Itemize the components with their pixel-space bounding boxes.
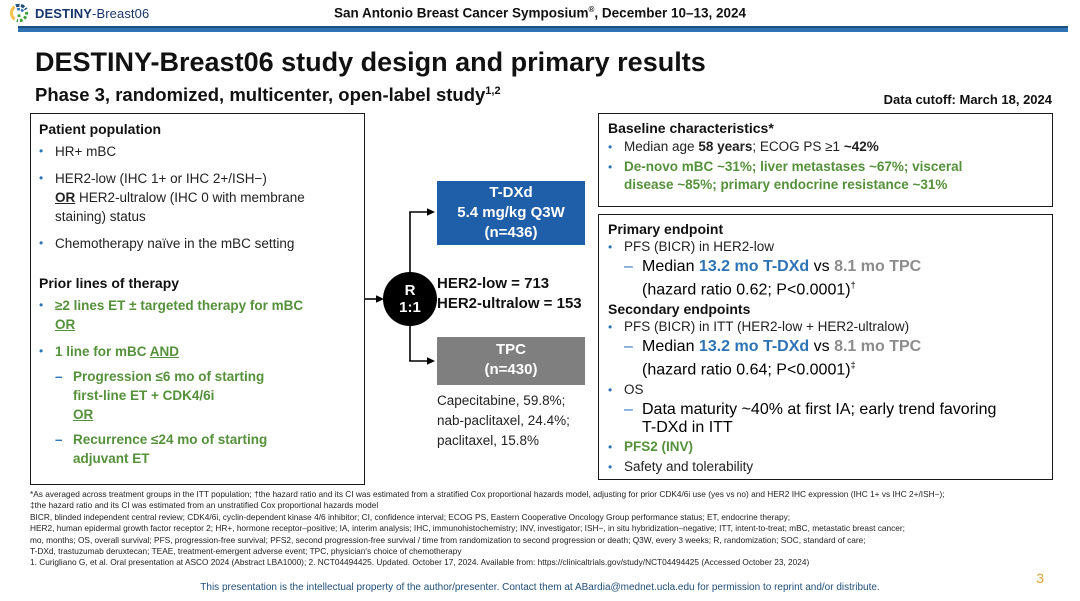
bullet-marker: • [608,160,613,174]
secondary-endpoints-title: Secondary endpoints [608,301,751,318]
sub-list-item: – Median 13.2 mo T-DXd vs 8.1 mo TPC (hazard ratio 0.62; P<0.0001)† [624,258,922,299]
baseline-characteristics-box [598,113,1053,207]
randomization-node [383,272,437,326]
tdxd-arm-box [437,181,585,245]
bullet-marker: • [608,439,613,454]
tdxd-arm-n: (n=436) [484,224,538,241]
randomization-ratio: 1:1 [399,299,421,316]
list-item: • PFS (BICR) in ITT (HER2-low + HER2-ultralow) [608,319,910,335]
logo-text-rest: -Breast06 [92,5,150,21]
dash-marker: – [624,400,633,418]
list-item: • Chemotherapy naïve in the mBC setting [39,236,295,251]
bullet-marker: • [608,320,613,335]
sub-list-item: – Median 13.2 mo T-DXd vs 8.1 mo TPC (hazard ratio 0.64; P<0.0001)‡ [624,338,922,379]
bullet-marker: • [39,144,44,158]
bullet-marker: • [608,240,613,254]
tdxd-arm-name: T-DXd [489,184,533,201]
symposium-title: San Antonio Breast Cancer Symposium®, December 10–13, 2024 [333,5,747,21]
footnote-line: T-DXd, trastuzumab deruxtecan; TEAE, treatment-emergent adverse event; TPC, physician's choice of chemotherapy [30,546,462,557]
bullet-marker: • [608,459,613,474]
tpc-median-value: 8.1 mo TPC [834,338,922,356]
sub-list-item: – Data maturity ~40% at first IA; early trend favoring T-DXd in ITT [624,400,997,436]
primary-endpoint-title: Primary endpoint [608,221,724,237]
footnote-line: BICR, blinded independent central review; CDK4/6i, cyclin-dependent kinase 4/6 inhibitor; CI, confidence interval; ECOG PS, Eastern Cooperative Oncology Group performance status; ET, endocrine therapy; [30,511,791,522]
data-cutoff-label: Data cutoff: March 18, 2024 [883,92,1052,107]
list-item: • OS [608,381,644,397]
sub-list-item: – Progression ≤6 mo of starting first-line ET + CDK4/6i OR [55,369,265,422]
footnotes [30,489,1075,569]
and-connector: AND [149,344,180,359]
tpc-arm-box [437,337,585,385]
registered-mark: ® [588,5,595,14]
endpoints-box [598,214,1053,480]
list-item: • 1 line for mBC AND – Progression ≤6 mo of starting first-line ET + CDK4/6i OR – Recurrence ≤24 mo of starting adjuvant ET [39,342,356,468]
footnote-line: mo, months; OS, overall survival; PFS, progression-free survival; PFS2, second progression-free survival / time from randomization to second progression or death; Q3W, every 3 weeks; R, randomization; SOC, standard of care; [30,534,866,545]
list-item: • HR+ mBC [39,144,117,159]
page-subtitle: Phase 3, randomized, multicenter, open-label study$^{1,2}$ [35,84,501,105]
dash-marker: – [55,369,63,384]
randomization-letter: R [404,282,416,299]
tpc-chemo-breakdown: Capecitabine, 59.8%; nab-paclitaxel, 24.4%; paclitaxel, 15.8% [437,393,570,448]
patient-population-title: Patient population [39,121,162,137]
her2-low-count: HER2-low = 713 [437,275,550,292]
bullet-marker: • [39,344,44,358]
bullet-marker: • [39,236,44,250]
footnote-line: 1. Curigliano G, et al. Oral presentation at ASCO 2024 (Abstract LBA1000); 2. NCT04494425. Updated. October 17, 2024. Available from: https://clinicaltrials.gov/study/NCT04494425 (Accessed October 23, 2024) [30,557,810,568]
bullet-marker: • [608,382,613,397]
page-title: DESTINY-Breast06 study design and primary results [35,47,706,77]
her2-ultralow-count: HER2-ultralow = 153 [437,295,582,312]
tdxd-arm-dose: 5.4 mg/kg Q3W [457,204,565,221]
footnote-line: ‡the hazard ratio and its CI was estimated from an unstratified Cox proportional hazards model [30,500,379,511]
bullet-marker: • [39,171,44,185]
footnote-double-dagger: ‡ [850,360,856,371]
list-item: • HER2-low (IHC 1+ or IHC 2+/ISH−) OR HER2-ultralow (IHC 0 with membrane staining) status [39,171,305,224]
footnote-line: HER2, human epidermal growth factor receptor 2; HR+, hormone receptor–positive; IA, interim analysis; IHC, immunohistochemistry; INV, investigator; ISH−, in situ hybridization–negative; ITT, intent-to-treat; mBC, metastatic breast cancer; [30,523,905,534]
list-item: • De-novo mBC ~31%; liver metastases ~67%; visceral disease ~85%; primary endocrine resistance ~31% [608,159,963,192]
prior-therapy-title: Prior lines of therapy [39,275,180,291]
dash-marker: – [55,432,63,447]
header-bar [0,0,1080,26]
list-item: • PFS2 (INV) [608,438,694,454]
list-item: • PFS (BICR) in HER2-low [608,239,775,254]
tdxd-median-value: 13.2 mo T-DXd [698,258,810,275]
baseline-title: Baseline characteristics* [608,120,774,136]
or-connector: OR [73,407,94,422]
dash-marker: – [624,258,633,275]
footer-disclaimer: This presentation is the intellectual property of the author/presenter. Contact them at ABardia@mednet.ucla.edu for permission to reprint and/or distribute. [200,582,880,593]
her2-cohort-counts [437,274,582,314]
tdxd-median-value: 13.2 mo T-DXd [698,338,810,356]
list-item: • ≥2 lines ET ± targeted therapy for mBC OR [39,298,304,332]
subtitle-references: 1,2 [485,84,501,97]
list-item: • Safety and tolerability [608,458,754,474]
bullet-marker: • [608,140,613,154]
footnote-line: *As averaged across treatment groups in the ITT population; †the hazard ratio and its CI was estimated from a stratified Cox proportional hazards model, adjusting for prior CDK4/6i use (yes vs no) and HER2 IHC expression (IHC 1+ vs IHC 2+/ISH−); [30,489,945,499]
footnote-dagger: † [850,280,856,290]
tpc-arm-name: TPC [496,341,526,358]
tpc-arm-n: (n=430) [484,361,538,378]
or-connector: OR [55,317,76,332]
page-number: 3 [1036,570,1044,586]
header-divider [18,26,1068,32]
sub-list-item: – Recurrence ≤24 mo of starting adjuvant ET [55,432,268,466]
logo-text-bold: DESTINY [35,5,93,21]
dash-marker: – [624,338,633,356]
list-item: • Median age 58 years; ECOG PS ≥1 ~42% [608,139,879,154]
patient-population-box [30,113,365,485]
or-connector: OR [55,190,76,205]
tpc-median-value: 8.1 mo TPC [834,258,922,275]
bullet-marker: • [39,298,44,312]
